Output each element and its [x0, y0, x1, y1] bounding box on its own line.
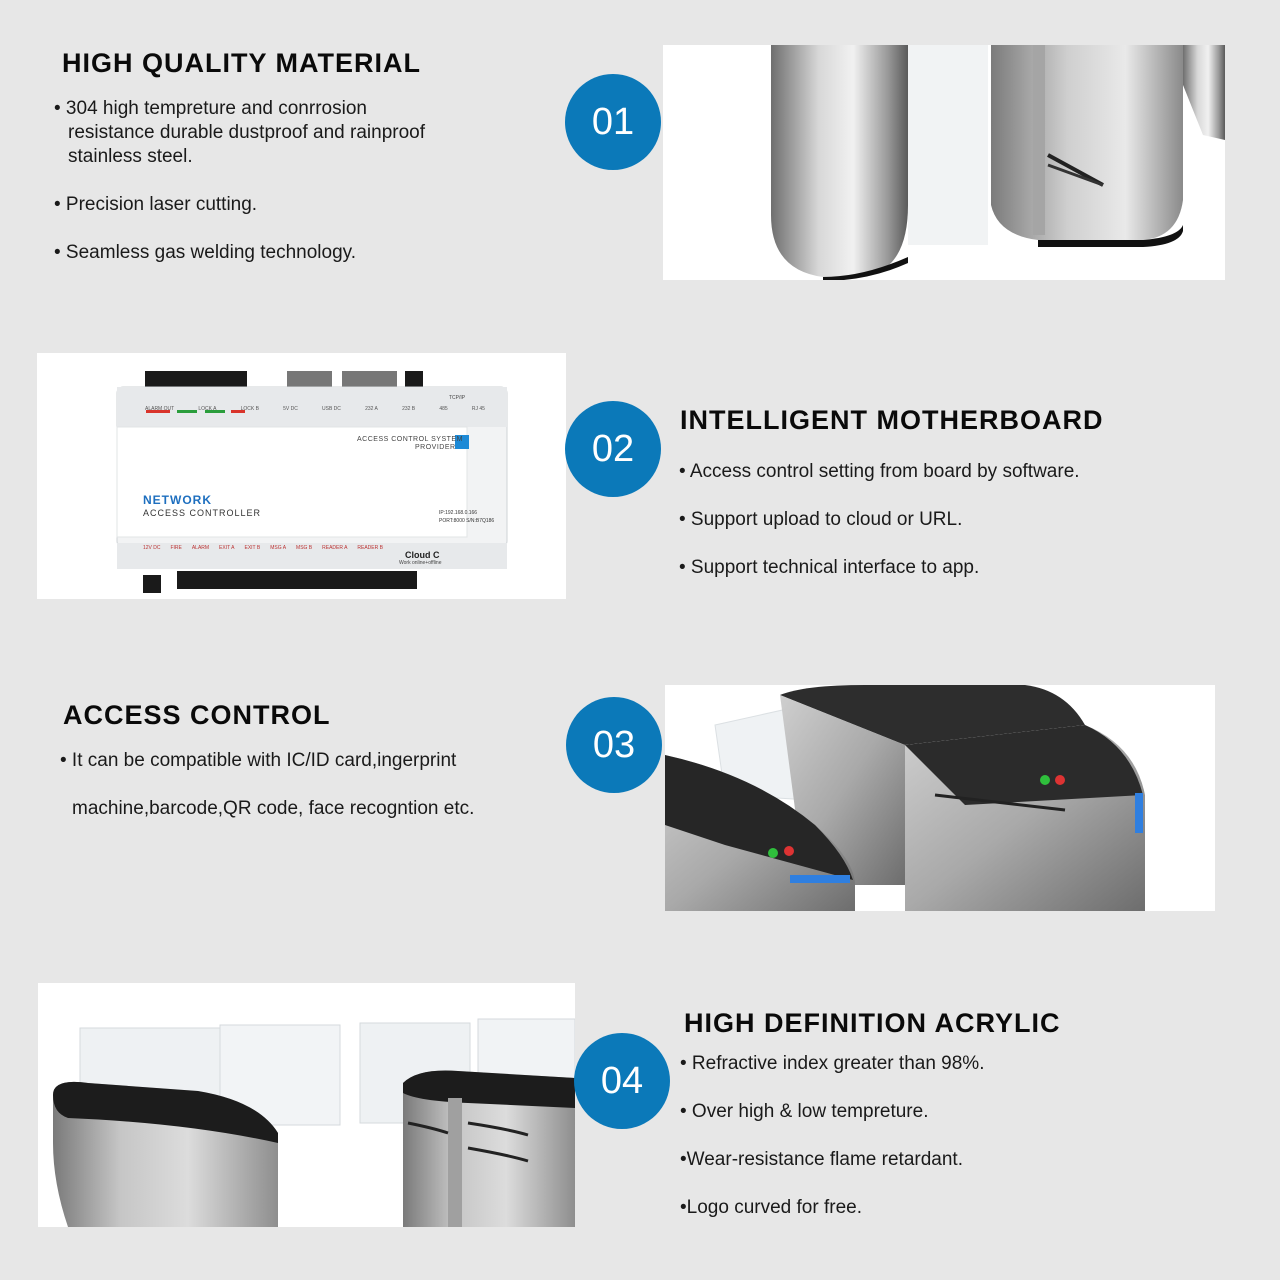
controller-brand: ACCESS CONTROL SYSTEM — [357, 436, 463, 443]
controller-top-right: TCP/IP — [449, 395, 466, 401]
controller-port: PORT:8000 S/N:B7Q186 — [439, 518, 495, 524]
controller-cloud-sub: Work online+offline — [399, 560, 442, 566]
port-label: READER A — [322, 545, 348, 551]
bullet-text: • Refractive index greater than 98%. — [680, 1053, 985, 1074]
section-number-badge: 01 — [565, 74, 661, 170]
bullet-text: • Access control setting from board by software. — [679, 461, 1080, 482]
port-label: RJ 45 — [471, 406, 485, 412]
controller-photo — [37, 353, 566, 599]
controller-cloud: Cloud C — [405, 550, 440, 560]
section-number-badge: 02 — [565, 401, 661, 497]
bullet-text: • 304 high tempreture and conrrosion — [54, 98, 367, 119]
port-label: ALARM OUT — [145, 406, 175, 412]
bullet-text: • It can be compatible with IC/ID card,ingerprint — [60, 750, 457, 771]
port-label: 12V DC — [143, 545, 161, 551]
port-label: 232 A — [365, 406, 378, 412]
turnstile-photo — [663, 45, 1225, 280]
port-label: EXIT A — [219, 545, 235, 551]
turnstile-photo — [38, 983, 575, 1227]
bullet-text: • Support upload to cloud or URL. — [679, 509, 963, 530]
section-title: INTELLIGENT MOTHERBOARD — [680, 405, 1104, 435]
section-number-badge: 04 — [574, 1033, 670, 1129]
port-label: 485 — [439, 406, 448, 412]
bullet-text: machine,barcode,QR code, face recogntion etc. — [72, 798, 475, 819]
bullet-text: •Wear-resistance flame retardant. — [680, 1149, 963, 1170]
port-label: MSG B — [296, 545, 313, 551]
port-label: LOCK A — [198, 406, 217, 412]
port-label: READER B — [357, 545, 383, 551]
bullet-text: • Over high & low tempreture. — [680, 1101, 929, 1122]
section-title: HIGH QUALITY MATERIAL — [62, 48, 421, 78]
port-label: 5V DC — [283, 406, 298, 412]
controller-bottom-labels — [143, 545, 383, 551]
port-label: LOCK B — [240, 406, 259, 412]
port-label: FIRE — [170, 545, 182, 551]
controller-brand-line2: PROVIDER — [415, 444, 456, 451]
controller-ip: IP:192.168.0.166 — [439, 510, 478, 516]
port-label: USB DC — [322, 406, 341, 412]
bullet-text: resistance durable dustproof and rainproof — [68, 122, 426, 143]
port-label: EXIT B — [244, 545, 261, 551]
port-label: ALARM — [191, 545, 210, 551]
port-label: MSG A — [270, 545, 287, 551]
turnstile-photo — [665, 685, 1215, 911]
port-label: 232 B — [402, 406, 416, 412]
bullet-text: • Precision laser cutting. — [54, 194, 258, 215]
controller-subtitle: ACCESS CONTROLLER — [143, 508, 262, 518]
bullet-text: stainless steel. — [68, 146, 193, 167]
bullet-text: • Seamless gas welding technology. — [54, 242, 357, 263]
controller-network: NETWORK — [143, 493, 212, 507]
controller-top-labels — [145, 406, 485, 412]
section-title: ACCESS CONTROL — [63, 700, 331, 730]
section-title: HIGH DEFINITION ACRYLIC — [684, 1008, 1061, 1038]
bullet-text: •Logo curved for free. — [680, 1197, 862, 1218]
section-number-badge: 03 — [566, 697, 662, 793]
bullet-text: • Support technical interface to app. — [679, 557, 980, 578]
